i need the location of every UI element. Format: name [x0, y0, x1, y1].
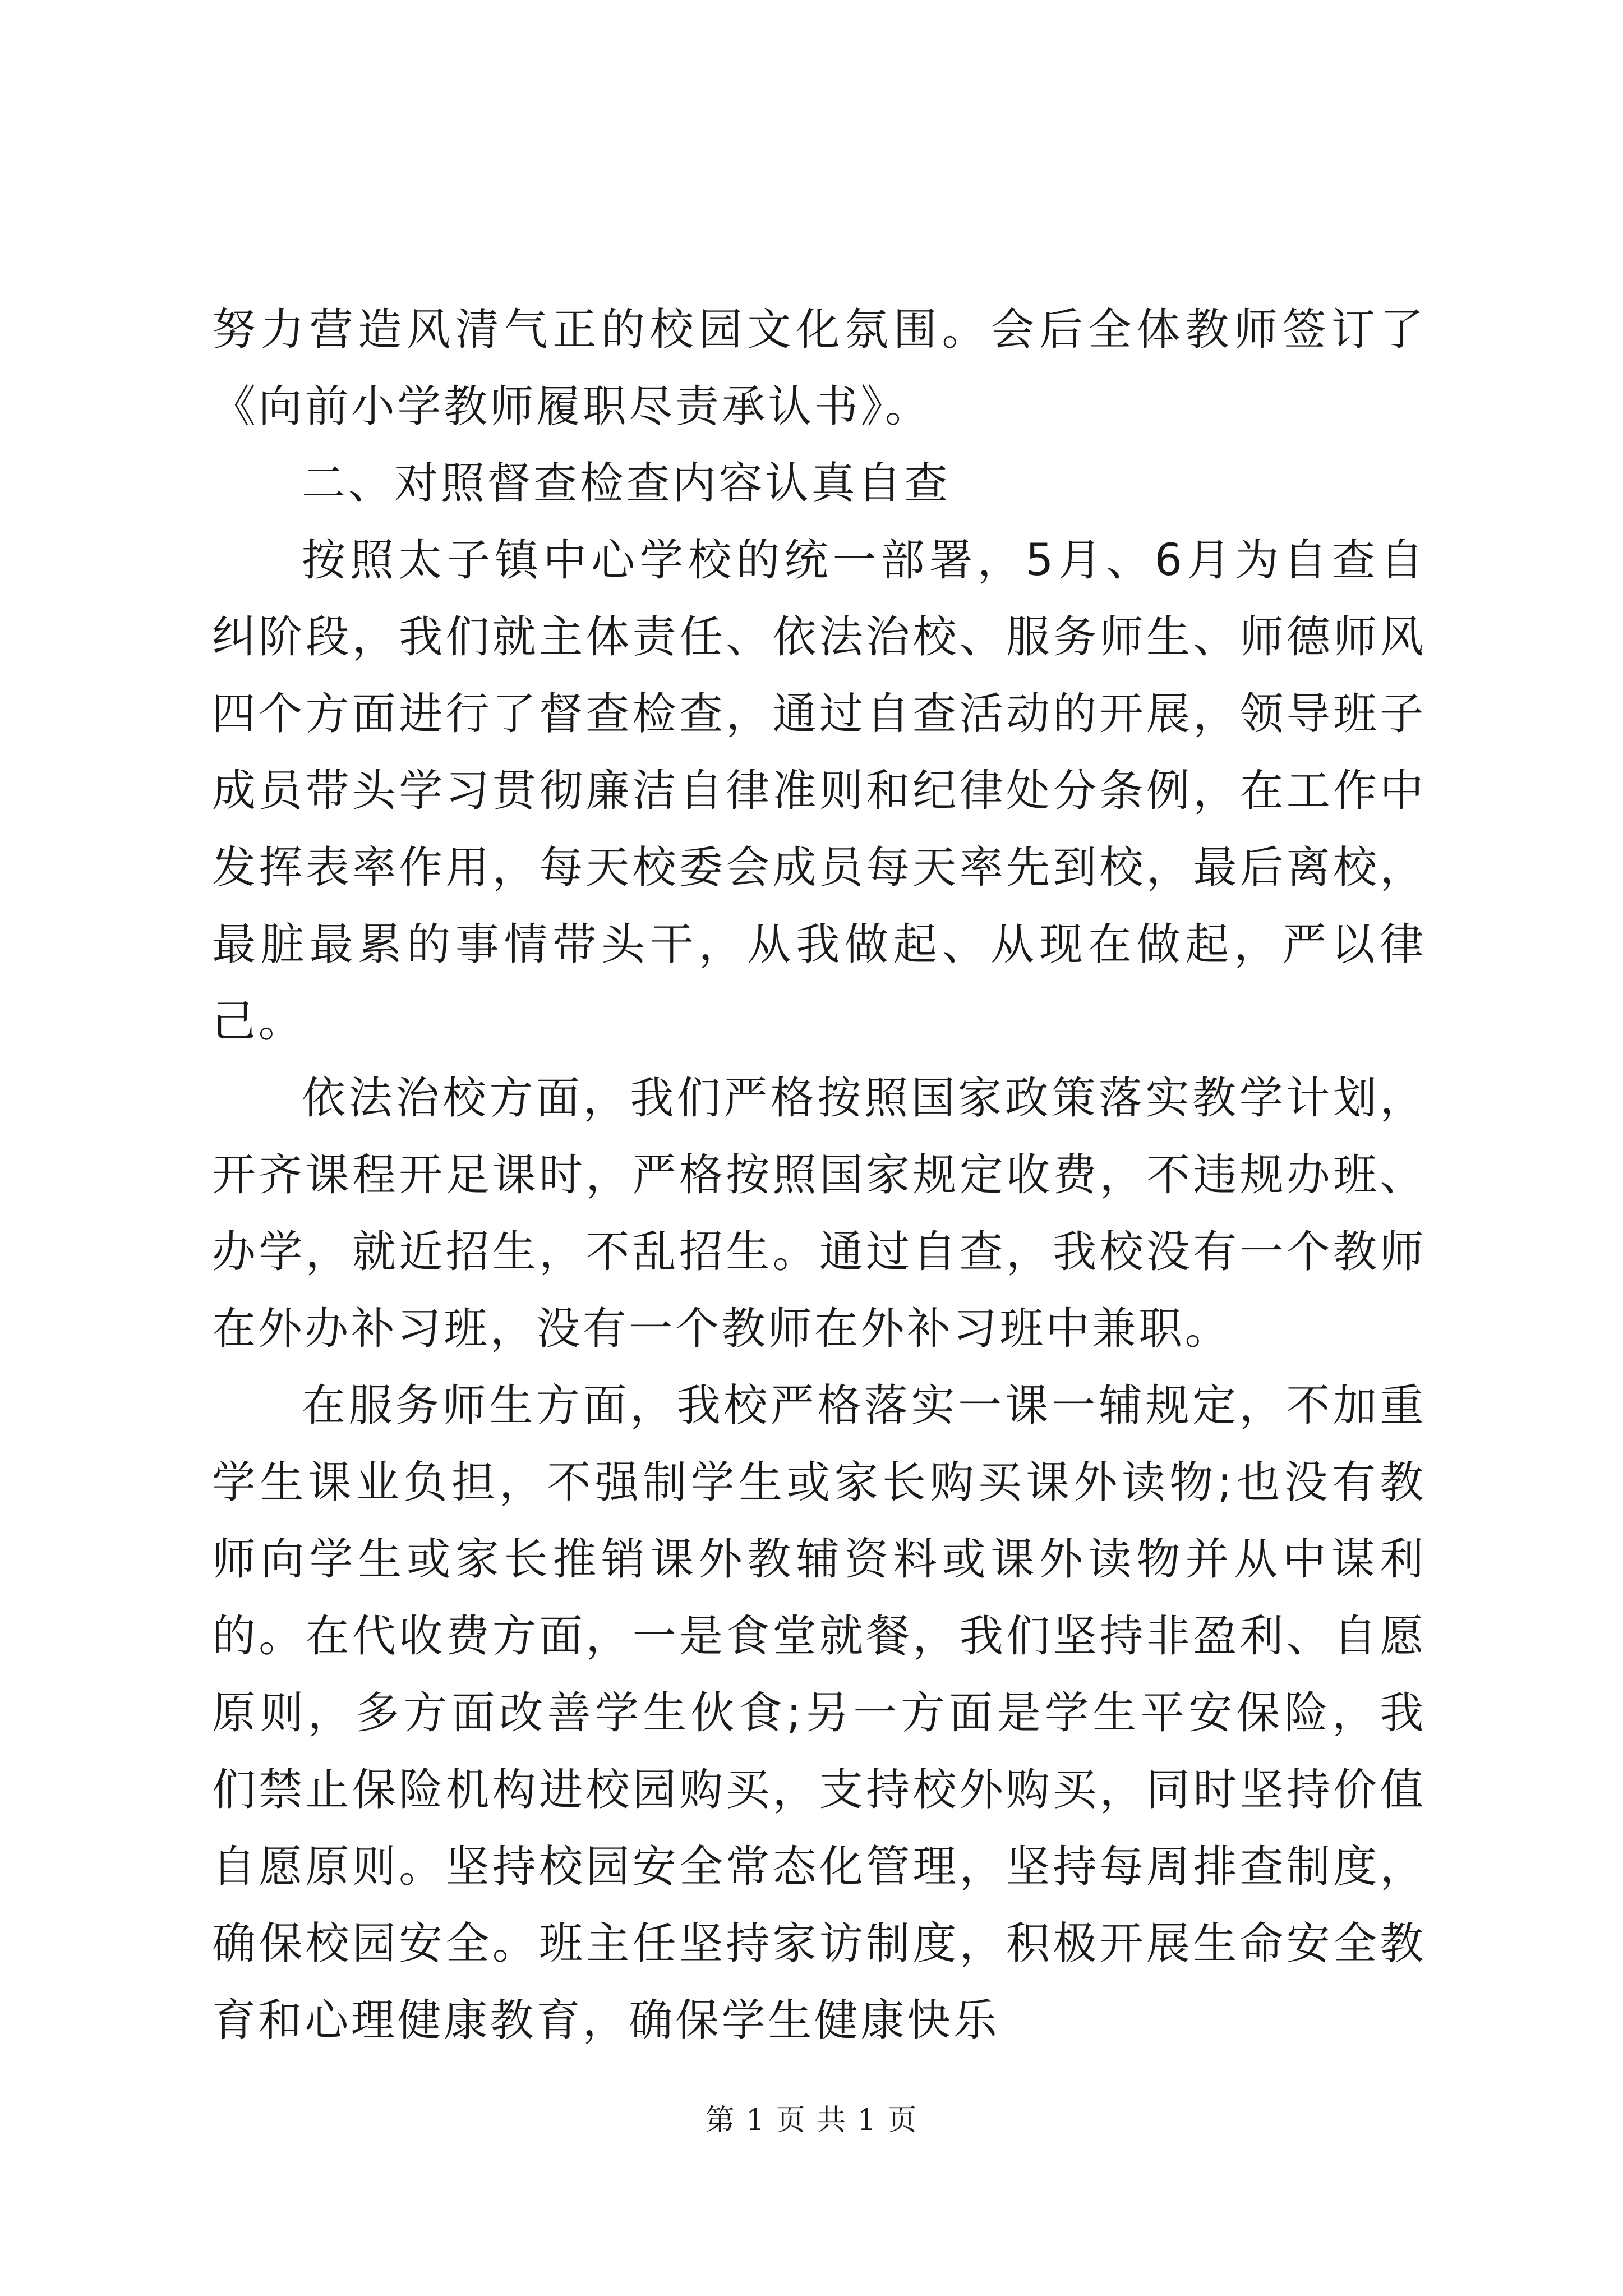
document-body [212, 292, 1426, 2059]
paragraph-service: 在服务师生方面，我校严格落实一课一辅规定，不加重学生课业负担，不强制学生或家长购买课外读物;也没有教师向学生或家长推销课外教辅资料或课外读物并从中谋利的。在代收费方面，一是食堂就餐，我们坚持非盈利、自愿原则，多方面改善学生伙食;另一方面是学生平安保险，我们禁止保险机构进校园购买，支持校外购买，同时坚持价值自愿原则。坚持校园安全常态化管理，坚持每周排查制度，确保校园安全。班主任坚持家访制度，积极开展生命安全教育和心理健康教育，确保学生健康快乐 [212, 1381, 1426, 2046]
paragraph-rule-of-law: 依法治校方面，我们严格按照国家政策落实教学计划，开齐课程开足课时，严格按照国家规定收费，不违规办班、办学，就近招生，不乱招生。通过自查，我校没有一个教师在外办补习班，没有一个教师在外补习班中兼职。 [212, 1073, 1426, 1354]
paragraph-continuation: 努力营造风清气正的校园文化氛围。会后全体教师签订了《向前小学教师履职尽责承认书》。 [212, 305, 1426, 432]
page-number-footer: 第 1 页 共 1 页 [705, 2104, 918, 2137]
section-heading: 二、对照督查检查内容认真自查 [302, 458, 951, 509]
paragraph-self-inspection: 按照太子镇中心学校的统一部署，5月、6月为自查自纠阶段，我们就主体责任、依法治校、服务师生、师德师风四个方面进行了督查检查，通过自查活动的开展，领导班子成员带头学习贯彻廉洁自律准则和纪律处分条例，在工作中发挥表率作用，每天校委会成员每天率先到校，最后离校，最脏最累的事情带头干，从我做起、从现在做起，严以律己。 [212, 535, 1426, 1047]
